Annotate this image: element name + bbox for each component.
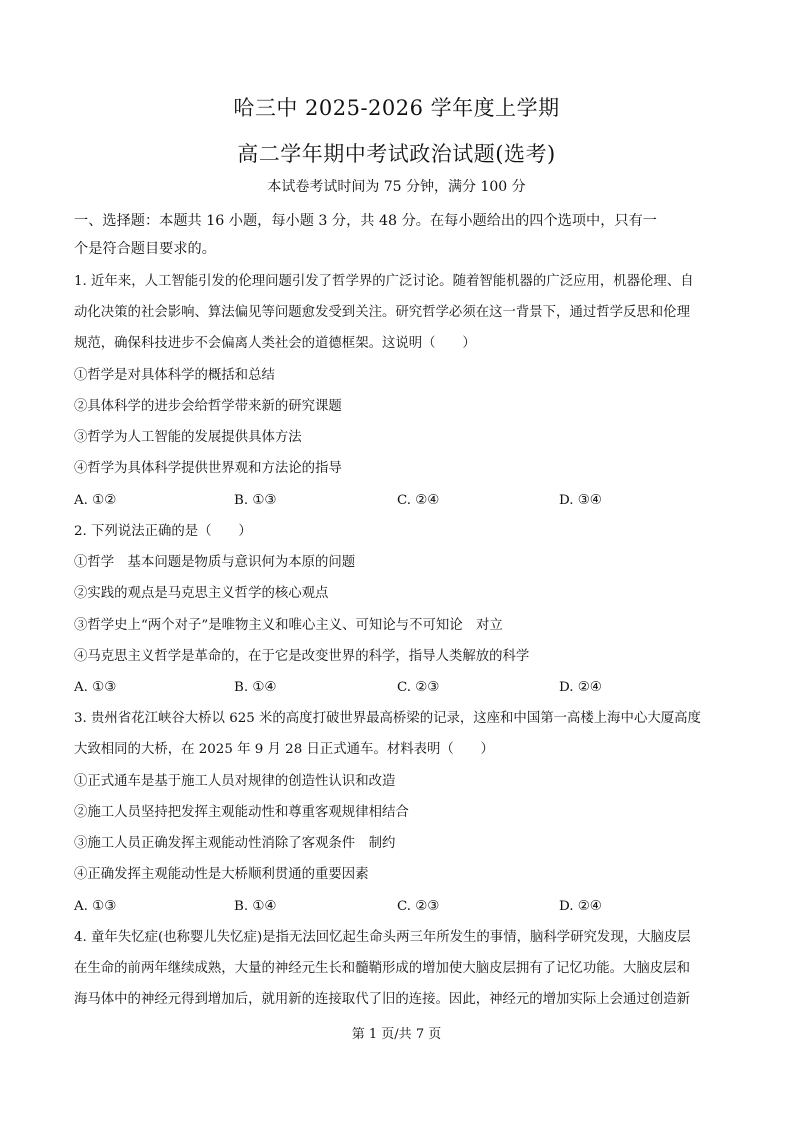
exam-title-line2: 高二学年期中考试政治试题(选考) — [237, 142, 556, 166]
question-2-options — [74, 679, 734, 697]
question-1-option-c[interactable]: C. ②④ — [397, 493, 440, 508]
question-2-option-b[interactable]: B. ①④ — [234, 680, 277, 695]
question-3-statement-1: ①正式通车是基于施工人员对规律的创造性认识和改造 — [74, 774, 396, 789]
question-4-stem-line2: 在生命的前两年继续成熟，大量的神经元生长和髓鞘形成的增加使大脑皮层拥有了记忆功能。大脑皮层和 — [74, 961, 690, 976]
question-2-option-a[interactable]: A. ①③ — [74, 680, 117, 695]
question-3-stem-line1: 3. 贵州省花江峡谷大桥以 625 米的高度打破世界最高桥梁的记录，这座和中国第一高楼上海中心大厦高度 — [74, 711, 701, 726]
question-1-option-d[interactable]: D. ③④ — [559, 493, 602, 508]
question-1-stem-line3: 规范，确保科技进步不会偏离人类社会的道德框架。这说明（ ） — [74, 336, 476, 351]
question-1-statement-2: ②具体科学的进步会给哲学带来新的研究课题 — [74, 399, 342, 414]
exam-title-line1: 哈三中 2025-2026 学年度上学期 — [233, 96, 560, 120]
question-3-option-c[interactable]: C. ②③ — [397, 899, 440, 914]
question-3-statement-2: ②施工人员坚持把发挥主观能动性和尊重客观规律相结合 — [74, 805, 409, 820]
question-3-statement-3: ③施工人员正确发挥主观能动性消除了客观条件 制约 — [74, 836, 396, 851]
question-2-statement-3: ③哲学史上“两个对子”是唯物主义和唯心主义、可知论与不可知论 对立 — [74, 618, 503, 633]
question-3-option-b[interactable]: B. ①④ — [234, 899, 277, 914]
question-3-options — [74, 898, 734, 916]
question-1-statement-4: ④哲学为具体科学提供世界观和方法论的指导 — [74, 461, 342, 476]
question-1-option-b[interactable]: B. ①③ — [234, 493, 277, 508]
question-2-option-c[interactable]: C. ②③ — [397, 680, 440, 695]
question-4-stem-line3: 海马体中的神经元得到增加后，就用新的连接取代了旧的连接。因此，神经元的增加实际上会通过创造新 — [74, 992, 690, 1007]
question-3-option-a[interactable]: A. ①③ — [74, 899, 117, 914]
question-4-stem-line1: 4. 童年失忆症(也称婴儿失忆症)是指无法回忆起生命头两三年所发生的事情，脑科学研究发现，大脑皮层 — [74, 930, 691, 945]
question-3-stem-line2: 大致相同的大桥，在 2025 年 9 月 28 日正式通车。材料表明（ ） — [74, 742, 494, 757]
question-1-statement-3: ③哲学为人工智能的发展提供具体方法 — [74, 430, 302, 445]
question-1-options — [74, 492, 734, 510]
section-instructions-line1: 一、选择题：本题共 16 小题，每小题 3 分，共 48 分。在每小题给出的四个选项中，只有一 — [74, 213, 657, 229]
page-number: 第 1 页/共 7 页 — [351, 1027, 442, 1042]
section-instructions-line2: 个是符合题目要求的。 — [74, 241, 216, 257]
question-2-statement-4: ④马克思主义哲学是革命的，在于它是改变世界的科学，指导人类解放的科学 — [74, 649, 530, 664]
question-2-statement-1: ①哲学 基本问题是物质与意识何为本原的问题 — [74, 555, 356, 570]
question-1-statement-1: ①哲学是对具体科学的概括和总结 — [74, 368, 275, 383]
question-2-statement-2: ②实践的观点是马克思主义哲学的核心观点 — [74, 586, 329, 601]
question-1-stem-line1: 1. 近年来，人工智能引发的伦理问题引发了哲学界的广泛讨论。随着智能机器的广泛应用，机器伦理、自 — [74, 274, 694, 289]
exam-info: 本试卷考试时间为 75 分钟，满分 100 分 — [267, 179, 526, 195]
question-3-statement-4: ④正确发挥主观能动性是大桥顺利贯通的重要因素 — [74, 867, 369, 882]
question-1-stem-line2: 动化决策的社会影响、算法偏见等问题愈发受到关注。研究哲学必须在这一背景下，通过哲学反思和伦理 — [74, 305, 690, 320]
question-3-option-d[interactable]: D. ②④ — [559, 899, 602, 914]
question-2-stem-line1: 2. 下列说法正确的是（ ） — [74, 524, 252, 539]
question-1-option-a[interactable]: A. ①② — [74, 493, 117, 508]
question-2-option-d[interactable]: D. ②④ — [559, 680, 602, 695]
